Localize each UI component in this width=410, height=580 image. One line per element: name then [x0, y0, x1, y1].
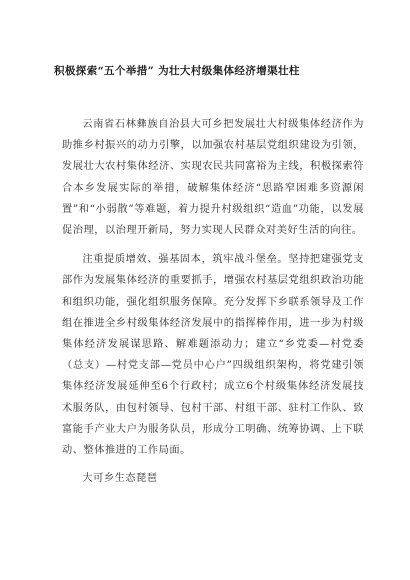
document-body	[62, 114, 364, 489]
document-title: 积极探索“五个举措” 为壮大村级集体经济增渠壮柱	[54, 65, 300, 77]
paragraph-party-building: 注重提质增效、强基固本，筑牢战斗堡垒。坚持把建强党支部作为发展集体经济的重要抓手，增强农村基层党组织政治功能和组织功能，强化组织服务保障。充分发挥下乡联系领导及工作组在推进全乡村级集体经济发展中的指挥棒作用，进一步为村级集体经济发展谋思路、解难题添动力；建立“乡党委—村党委（总支）—村党支部—党员中心户”四级组织架构，将党建引领集体经济发展延伸至6个行政村；成立6个村级集体经济发展技术服务队，由包村领导、包村干部、村组干部、驻村工作队、致富能手产业大户为服务队员，形成分工明确、统筹协调、上下联动、整体推进的工作局面。	[62, 254, 364, 457]
paragraph-intro: 云南省石林彝族自治县大可乡把发展壮大村级集体经济作为助推乡村振兴的动力引擎，以加强农村基层党组织建设为引领，发展壮大农村集体经济、实现农民共同富裕为主线，积极探索符合本乡发展实际的举措，破解集体经济“思路窄困难多资源闲置”和“小弱散”等难题，着力提升村级组织“造血”功能，以发展促治理，以治理开新局，努力实现人民群众对美好生活的向往。	[62, 119, 364, 237]
photo-caption-subheading: 大可乡生态琵琶	[82, 473, 158, 485]
